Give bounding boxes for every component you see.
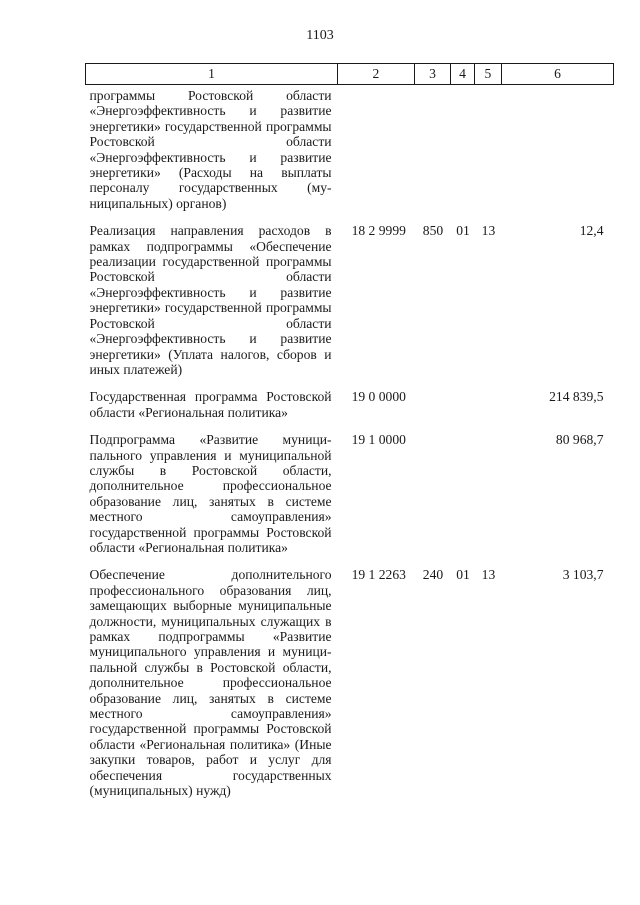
header-col-4: 4 <box>451 64 475 85</box>
header-col-5: 5 <box>474 64 501 85</box>
table-body <box>86 85 614 811</box>
row-target-code: 18 2 9999 <box>351 223 406 239</box>
row-expense-type <box>414 389 450 432</box>
header-row <box>86 64 614 85</box>
row-amount: 3 103,7 <box>562 567 604 583</box>
table-row <box>86 567 614 810</box>
row-description: Подпрограмма «Развитие муниципального управления и муниципальной службы в Ростовской области, дополнительное профессиональное образование лиц, занятых в системе местного самоуправления» государственной программы Ростовской области «Региональная политика» <box>89 432 332 555</box>
row-subsection <box>474 85 501 224</box>
row-subsection <box>474 432 501 567</box>
row-subsection: 13 <box>481 223 496 239</box>
header-col-3: 3 <box>414 64 450 85</box>
row-target-code: 19 0 0000 <box>351 389 406 405</box>
row-subsection <box>474 389 501 432</box>
row-expense-type <box>414 432 450 567</box>
row-target-code: 19 1 0000 <box>351 432 406 448</box>
row-section: 01 <box>456 223 470 239</box>
table-header <box>86 64 614 85</box>
row-amount <box>501 85 613 224</box>
row-section <box>451 85 475 224</box>
row-description: программы Ростовской области «Энергоэффективность и развитие энергетики» государственной программы Ростовской области «Энергоэффективность и развитие энергетики» (Расходы на выплаты персоналу государственных (муниципальных) органов) <box>89 88 332 211</box>
row-section <box>451 432 475 567</box>
row-expense-type: 240 <box>422 567 444 583</box>
row-description: Обеспечение дополнительного профессионального образования лиц, замещающих выборные муниципальные должности, муниципальных служащих в рамках подпрограммы «Развитие муниципального управления и муниципальной службы в Ростовской области, дополнительное профессиональное образование лиц, занятых в системе местного самоуправления» государственной программы Ростовской области «Региональная политика» (Иные закупки товаров, работ и услуг для обеспечения государственных (муниципальных) нужд) <box>89 567 332 799</box>
row-target-code: 19 1 2263 <box>351 567 406 583</box>
row-section: 01 <box>456 567 470 583</box>
table-row <box>86 432 614 567</box>
table-row <box>86 223 614 389</box>
row-expense-type <box>414 85 450 224</box>
table-row <box>86 85 614 224</box>
row-description: Реализация направления расходов в рамках подпрограммы «Обеспечение реализации государственной программы Ростовской области «Энергоэффективность и развитие энергетики» государственной программы Ростовской области «Энергоэффективность и развитие энергетики» (Уплата налогов, сборов и иных платежей) <box>89 223 332 377</box>
row-description: Государственная программа Ростовской области «Региональная политика» <box>89 389 332 420</box>
row-amount: 12,4 <box>579 223 604 239</box>
row-target-code <box>338 85 415 224</box>
header-col-6: 6 <box>501 64 613 85</box>
row-amount: 80 968,7 <box>555 432 604 448</box>
table-row <box>86 389 614 432</box>
row-expense-type: 850 <box>422 223 444 239</box>
row-amount: 214 839,5 <box>549 389 604 405</box>
row-subsection: 13 <box>481 567 496 583</box>
header-col-1: 1 <box>86 64 338 85</box>
row-section <box>451 389 475 432</box>
header-col-2: 2 <box>338 64 415 85</box>
page-number: 1103 <box>306 28 334 43</box>
budget-table <box>85 63 614 810</box>
